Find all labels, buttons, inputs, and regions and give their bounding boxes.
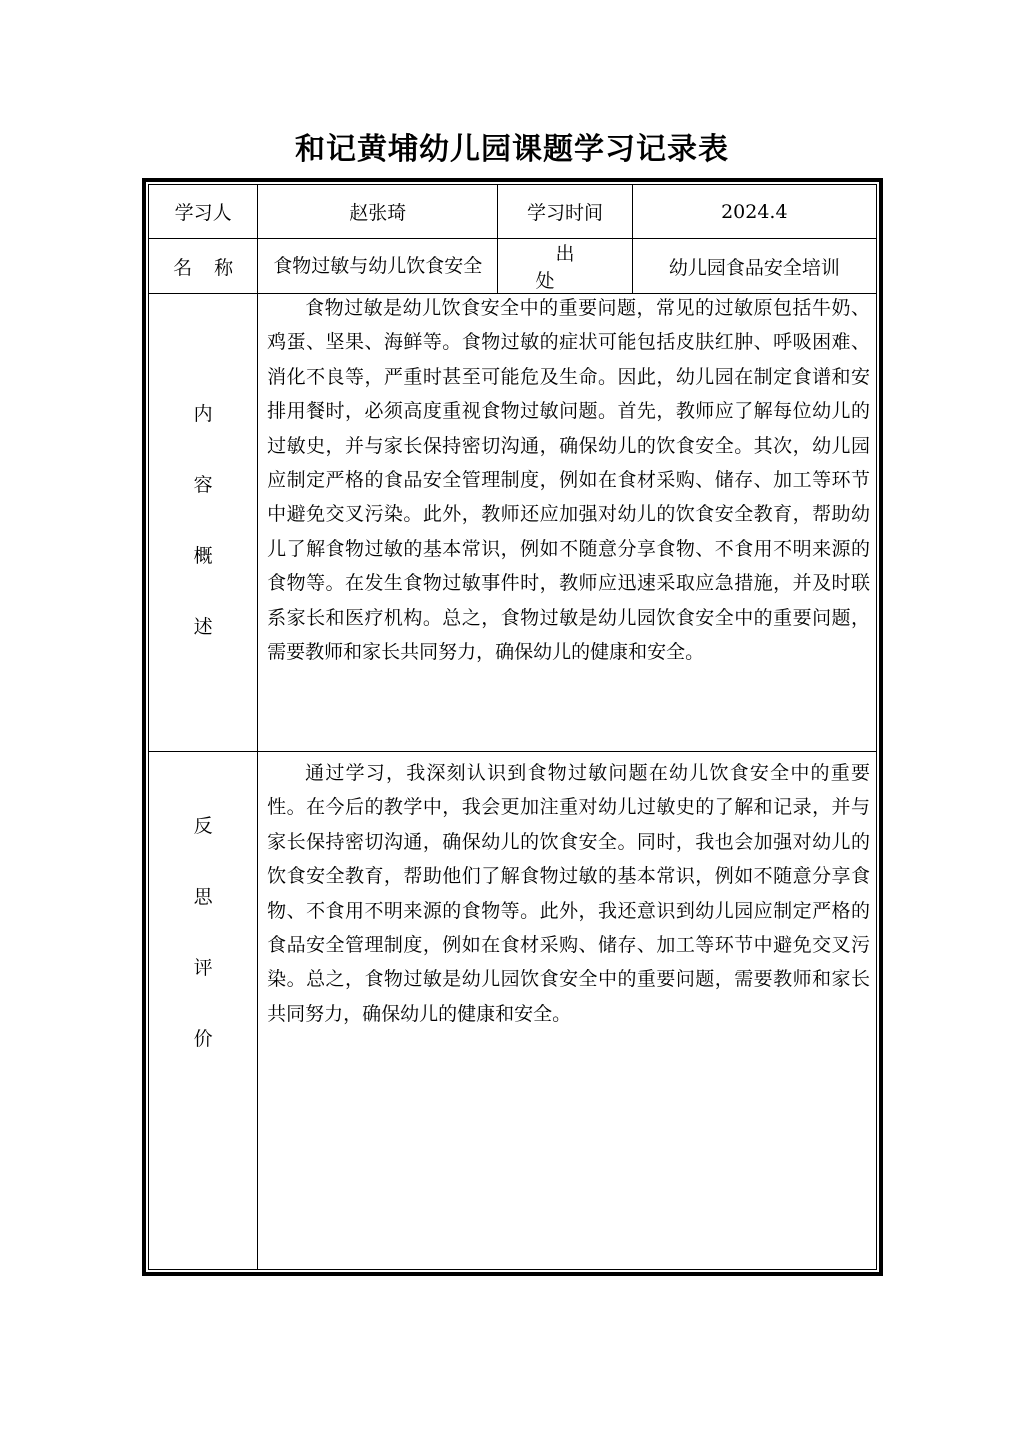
source-value: 幼儿园食品安全培训 — [632, 239, 876, 294]
reflection-label-char: 反 — [193, 814, 213, 837]
record-table-frame — [142, 178, 883, 1276]
summary-label-char: 概 — [193, 544, 213, 567]
reflection-content — [258, 752, 877, 1270]
reflection-label — [149, 752, 258, 1270]
summary-label — [149, 294, 258, 752]
name-label — [149, 239, 258, 294]
learner-label: 学习人 — [149, 185, 258, 239]
source-label — [498, 239, 632, 294]
source-label-text: 出处 — [535, 243, 615, 292]
reflection-label-char: 思 — [193, 885, 213, 908]
table-row-summary — [149, 294, 877, 752]
summary-label-char: 容 — [193, 473, 213, 496]
reflection-text: 通过学习，我深刻认识到食物过敏问题在幼儿饮食安全中的重要性。在今后的教学中，我会更加注重对幼儿过敏史的了解和记录，并与家长保持密切沟通，确保幼儿的饮食安全。同时，我也会加强对幼儿的饮食安全教育，帮助他们了解食物过敏的基本常识，例如不随意分享食物、不食用不明来源的食物等。此外，我还意识到幼儿园应制定严格的食品安全管理制度，例如在食材采购、储存、加工等环节中避免交叉污染。总之，食物过敏是幼儿园饮食安全中的重要问题，需要教师和家长共同努力，确保幼儿的健康和安全。 — [267, 762, 870, 1025]
name-label-text: 名称 — [173, 256, 256, 279]
summary-label-char: 内 — [193, 402, 213, 425]
time-label: 学习时间 — [498, 185, 632, 239]
name-value — [258, 239, 498, 294]
summary-label-char: 述 — [193, 615, 213, 638]
reflection-label-char: 价 — [193, 1027, 213, 1050]
table-row-reflection — [149, 752, 877, 1270]
page-title: 和记黄埔幼儿园课题学习记录表 — [295, 132, 729, 167]
table-row-name — [149, 239, 877, 294]
name-value-text: 食物过敏与幼儿饮食安全 — [273, 255, 483, 277]
summary-text: 食物过敏是幼儿饮食安全中的重要问题，常见的过敏原包括牛奶、鸡蛋、坚果、海鲜等。食物过敏的症状可能包括皮肤红肿、呼吸困难、消化不良等，严重时甚至可能危及生命。因此，幼儿园在制定食谱和安排用餐时，必须高度重视食物过敏问题。首先，教师应了解每位幼儿的过敏史，并与家长保持密切沟通，确保幼儿的饮食安全。其次，幼儿园应制定严格的食品安全管理制度，例如在食材采购、储存、加工等环节中避免交叉污染。此外，教师还应加强对幼儿的饮食安全教育，帮助幼儿了解食物过敏的基本常识，例如不随意分享食物、不食用不明来源的食物等。在发生食物过敏事件时，教师应迅速采取应急措施，并及时联系家长和医疗机构。总之，食物过敏是幼儿园饮食安全中的重要问题，需要教师和家长共同努力，确保幼儿的健康和安全。 — [267, 297, 870, 664]
learner-value: 赵张琦 — [258, 185, 498, 239]
record-table — [148, 184, 877, 1270]
summary-content — [258, 294, 877, 752]
table-row-learner — [149, 185, 877, 239]
time-value: 2024.4 — [632, 185, 876, 239]
reflection-label-char: 评 — [193, 956, 213, 979]
